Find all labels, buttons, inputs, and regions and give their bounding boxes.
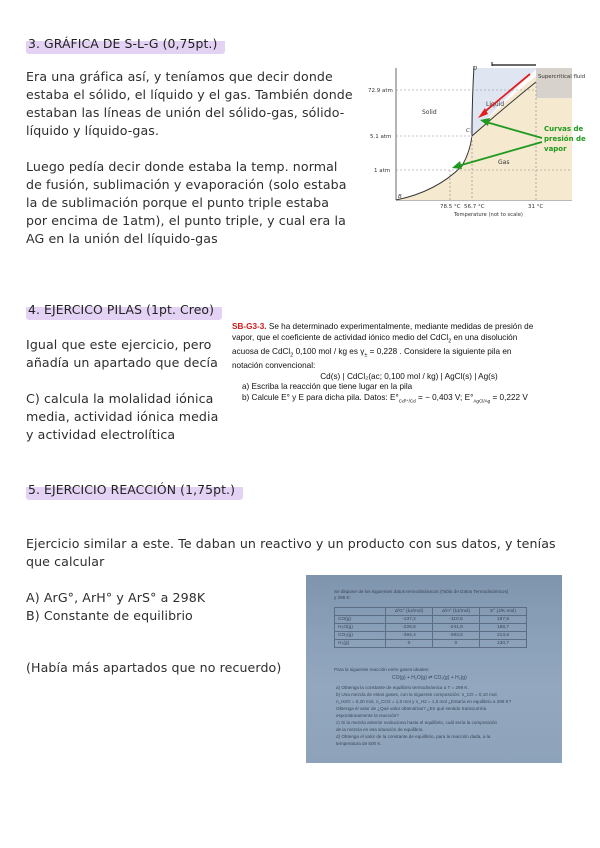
pila-exercise — [232, 322, 586, 426]
table-row — [335, 640, 527, 648]
photo-question: c) Si la mezcla anterior evoluciona hasta el equilibrio, cuál sería la composición — [336, 720, 498, 725]
table-header: ΔᶠG° (kJ/mol) — [386, 608, 433, 616]
item-b — [232, 393, 586, 407]
point-d-label: D — [473, 66, 478, 72]
section-4-paragraph-1 — [26, 336, 218, 372]
cell-notation: Cd(s) | CdCl₂(ac; 0,100 mol / kg) | AgCl(s) | Ag(s) — [320, 371, 498, 381]
photo-reaction: CO(g) + H₂O(g) ⇌ CO₂(g) + H₂(g) — [392, 675, 467, 681]
pila-text: b) Calcule E° y E para dicha pila. Datos: — [242, 392, 388, 402]
pila-text: en una disolución — [451, 332, 518, 342]
section-4-heading: 4. EJERCICO PILAS (1pt. Creo) — [26, 300, 222, 320]
y-tick-label: 1 atm — [374, 168, 391, 174]
table-header: ΔᶠH° (kJ/mol) — [433, 608, 480, 616]
exercise-photo — [306, 575, 562, 763]
table-cell: CO₂(g) — [335, 632, 386, 640]
y-tick-label: 72.9 atm — [368, 88, 393, 94]
point-c-label: C — [466, 128, 470, 134]
text-line: AG en la unión del líquido-gas — [26, 231, 218, 246]
x-tick-label: 31 °C — [528, 204, 544, 210]
text-line: (Había más apartados que no recuerdo) — [26, 660, 282, 675]
table-cell: -394,4 — [386, 632, 433, 640]
solid-label: Solid — [422, 109, 437, 116]
table-cell: H₂(g) — [335, 640, 386, 648]
section-5-heading: 5. EJERCICIO REACCIÓN (1,75pt.) — [26, 480, 243, 500]
section-3-paragraph-2 — [26, 158, 347, 248]
pila-text: 0,100 mol / kg es γ — [293, 346, 365, 356]
photo-question: de la mezcla en esa situación de equilibrio. — [336, 727, 424, 732]
pila-line: vapor, que el coeficiente de actividad iónico medio del CdCl$_2$ en una disolución — [232, 332, 518, 345]
table-header: S° (J/K·mol) — [480, 608, 527, 616]
x-tick-label: 56.7 °C — [464, 204, 485, 210]
text-line: estaban las líneas de unión del sólido-gas, sólido- — [26, 105, 345, 120]
section-3-paragraph-1 — [26, 68, 353, 140]
e2-label: E° — [464, 392, 474, 402]
x-axis-label: Temperature (not to scale) — [454, 212, 523, 218]
table-cell: H₂O(g) — [335, 624, 386, 632]
text-line: la de sublimación porque el punto triple estaba — [26, 195, 330, 210]
section-3-heading: 3. GRÁFICA DE S-L-G (0,75pt.) — [26, 34, 225, 54]
section-5-paragraph-3 — [26, 659, 281, 677]
gas-region — [396, 134, 572, 200]
pila-text: acuosa de CdCl — [232, 346, 291, 356]
annotation-line: presión de — [544, 135, 586, 143]
photo-question: espontáneamente la reacción? — [336, 713, 399, 718]
point-b-label: B — [398, 194, 402, 200]
table-row — [335, 632, 527, 640]
pila-text: Se ha determinado experimentalmente, mediante medidas de presión de — [266, 322, 534, 331]
green-arrowhead-2 — [452, 161, 462, 169]
photo-question: n_H2O = 0,20 mol, n_CO2 = 1,0 mol y n_H2 = 1,0 mol ¿Estaría en equilibrio a 298 K? — [336, 699, 512, 704]
pila-line — [232, 322, 586, 333]
e2-sub: AgCl/Ag — [473, 398, 491, 404]
text-line: Ejercicio similar a este. Te daban un reactivo y un producto con sus datos, y tenías — [26, 536, 556, 551]
text-line: de fusión, sublimación y evaporación (solo estaba — [26, 177, 347, 192]
table-cell: 0 — [386, 640, 433, 648]
photo-question: d) Obtenga el valor de la constante de equilibrio, para la reacción dada, a la — [336, 734, 491, 739]
text-line: C) calcula la molalidad iónica — [26, 391, 214, 406]
annotation-line: Curvas de — [544, 125, 584, 133]
e1-value: = − 0,403 V; — [418, 392, 463, 402]
supercritical-label: Supercritical fluid — [538, 74, 586, 80]
text-line: Igual que este ejercicio, pero — [26, 337, 212, 352]
text-line: media, actividad iónica media — [26, 409, 219, 424]
text-line: por encima de 1atm), el punto triple, y cual era la — [26, 213, 346, 228]
pila-line: notación convencional: — [232, 361, 316, 371]
table-cell: -110,5 — [433, 616, 480, 624]
phase-diagram-svg — [366, 60, 588, 218]
table-row — [335, 624, 527, 632]
table-cell: -393,5 — [433, 632, 480, 640]
pila-text: = 0,228 . Considere la siguiente pila en — [367, 346, 512, 356]
table-cell: 188,7 — [480, 624, 527, 632]
photo-question: temperatura de 500 K. — [336, 741, 382, 746]
text-line: A) ArG°, ArH° y ArS° a 298K — [26, 590, 206, 605]
photo-reaction-intro: Para la siguiente reacción entre gases ideales: — [334, 667, 430, 672]
text-line: estaba el sólido, el líquido y el gas. También donde — [26, 87, 353, 102]
e1-label: E° — [390, 392, 399, 402]
table-cell: -137,2 — [386, 616, 433, 624]
photo-intro-line: Se dispone de los siguientes datos termodinámicos (Tabla de Datos Termodinámicos) — [334, 589, 509, 594]
table-cell: CO(g) — [335, 616, 386, 624]
table-header-row — [335, 608, 527, 616]
photo-question: b) Una mezcla de estos gases, con la siguiente composición: n_CO = 0,10 mol, — [336, 692, 498, 697]
gas-label: Gas — [498, 159, 510, 166]
text-line: Era una gráfica así, y teníamos que decir donde — [26, 69, 333, 84]
phase-diagram — [366, 60, 588, 218]
table-cell: -241,8 — [433, 624, 480, 632]
text-line: líquido y líquido-gas. — [26, 123, 160, 138]
table-cell: 130,7 — [480, 640, 527, 648]
supercritical-region — [536, 68, 572, 98]
table-cell: -228,6 — [386, 624, 433, 632]
e1-sub: Cd²⁺/Cd — [398, 398, 416, 404]
table-header — [335, 608, 386, 616]
e2-value: = 0,222 V — [492, 392, 528, 402]
text-line: y actividad electrolítica — [26, 427, 176, 442]
table-cell: 213,6 — [480, 632, 527, 640]
photo-question: Obtenga el valor de ¿Qué valor obtendrías? ¿En qué sentido transcurriría — [336, 706, 487, 711]
liquid-label: Liquid — [486, 101, 505, 108]
photo-question: a) Obtenga la constante de equilibrio termodinámica a T = 298 K. — [336, 685, 469, 690]
pila-text: vapor, que el coeficiente de actividad iónico medio del CdCl — [232, 332, 449, 342]
photo-table — [334, 607, 527, 648]
photo-intro-line: y 298 K: — [334, 595, 351, 600]
exercise-code: SB-G3-3. — [232, 322, 267, 331]
table-cell: 0 — [433, 640, 480, 648]
section-4-paragraph-2 — [26, 390, 218, 444]
text-line: Luego pedía decir donde estaba la temp. normal — [26, 159, 338, 174]
section-5-paragraph-1 — [26, 535, 556, 571]
text-line: añadía un apartado que decía — [26, 355, 218, 370]
x-tick-label: 78.5 °C — [440, 204, 461, 210]
text-line: B) Constante de equilibrio — [26, 608, 193, 623]
table-row — [335, 616, 527, 624]
table-cell: 197,6 — [480, 616, 527, 624]
annotation-line: vapor — [544, 145, 567, 153]
text-line: que calcular — [26, 554, 105, 569]
section-5-paragraph-2 — [26, 589, 205, 625]
y-tick-label: 5.1 atm — [370, 134, 392, 140]
pila-line: acuosa de CdCl$_2$ 0,100 mol / kg es $\gamma_\pm = 0,228$ . Considere la siguiente pila en — [232, 346, 512, 359]
item-a: a) Escriba la reacción que tiene lugar en la pila — [242, 382, 413, 392]
